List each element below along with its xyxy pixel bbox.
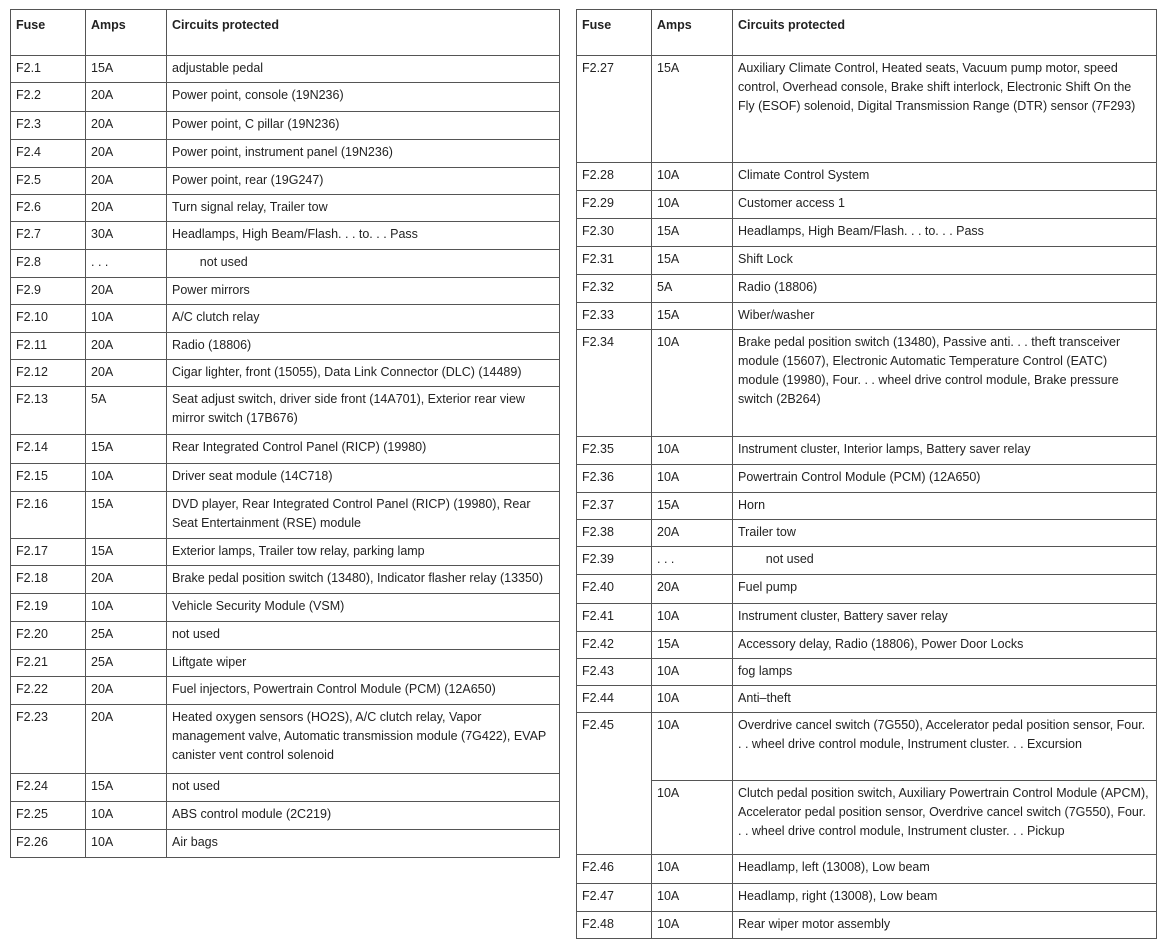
fuse-cell: F2.30	[577, 219, 652, 247]
table-row	[11, 594, 560, 622]
fuse-cell: F2.22	[11, 677, 86, 705]
header-circuits: Circuits protected	[733, 10, 1157, 56]
amps-cell: 5A	[86, 387, 167, 435]
table-row	[577, 437, 1157, 465]
circuit-cell: Powertrain Control Module (PCM) (12A650)	[733, 465, 1157, 493]
table-row	[11, 566, 560, 594]
circuit-cell: Seat adjust switch, driver side front (14A701), Exterior rear view mirror switch (17B676)	[167, 387, 560, 435]
table-row	[577, 493, 1157, 520]
amps-cell: 30A	[86, 222, 167, 250]
fuse-cell: F2.44	[577, 686, 652, 713]
fuse-cell: F2.4	[11, 140, 86, 168]
fuse-cell: F2.19	[11, 594, 86, 622]
fuse-cell: F2.15	[11, 464, 86, 492]
amps-cell: 10A	[86, 594, 167, 622]
fuse-cell: F2.39	[577, 547, 652, 575]
circuit-cell: Headlamp, right (13008), Low beam	[733, 884, 1157, 912]
fuse-cell: F2.27	[577, 56, 652, 163]
circuit-cell: Brake pedal position switch (13480), Passive anti. . . theft transceiver module (15607), Electronic Automatic Temperature Control (EATC) module (19980), Four. . . wheel drive control module, Brake pressure switch (2B264)	[733, 330, 1157, 437]
amps-cell: 10A	[652, 884, 733, 912]
table-row	[11, 802, 560, 830]
table-row	[11, 250, 560, 278]
amps-cell: 10A	[652, 781, 733, 855]
circuit-cell: Power point, rear (19G247)	[167, 168, 560, 195]
circuit-cell: Air bags	[167, 830, 560, 858]
amps-cell: 10A	[652, 659, 733, 686]
fuse-cell: F2.7	[11, 222, 86, 250]
amps-cell: 10A	[86, 802, 167, 830]
circuit-cell: Accessory delay, Radio (18806), Power Door Locks	[733, 632, 1157, 659]
circuit-cell: Brake pedal position switch (13480), Indicator flasher relay (13350)	[167, 566, 560, 594]
circuit-cell: Fuel pump	[733, 575, 1157, 604]
circuit-cell: Radio (18806)	[167, 333, 560, 360]
amps-cell: 5A	[652, 275, 733, 303]
amps-cell: 10A	[652, 604, 733, 632]
fuse-cell: F2.43	[577, 659, 652, 686]
table-row	[11, 222, 560, 250]
table-row	[577, 912, 1157, 939]
circuit-cell: Headlamp, left (13008), Low beam	[733, 855, 1157, 884]
fuse-cell: F2.11	[11, 333, 86, 360]
table-row	[11, 333, 560, 360]
table-row	[11, 195, 560, 222]
fuse-cell: F2.28	[577, 163, 652, 191]
table-row	[11, 464, 560, 492]
table-row	[11, 83, 560, 112]
circuit-cell: not used	[733, 547, 1157, 575]
amps-cell: 10A	[652, 912, 733, 939]
fuse-cell: F2.25	[11, 802, 86, 830]
amps-cell: 15A	[86, 56, 167, 83]
amps-cell: 25A	[86, 622, 167, 650]
amps-cell: . . .	[86, 250, 167, 278]
amps-cell: 20A	[86, 168, 167, 195]
table-row	[11, 650, 560, 677]
table-row	[577, 330, 1157, 437]
table-row	[11, 140, 560, 168]
fuse-cell: F2.5	[11, 168, 86, 195]
fuse-cell: F2.13	[11, 387, 86, 435]
fuse-cell: F2.42	[577, 632, 652, 659]
circuit-cell: Clutch pedal position switch, Auxiliary Powertrain Control Module (APCM), Accelerator pedal position sensor, Overdrive cancel switch (7G550), Four. . . wheel drive control module, Instrument cluster. . . Pickup	[733, 781, 1157, 855]
table-row	[577, 855, 1157, 884]
fuse-cell: F2.32	[577, 275, 652, 303]
fuse-cell: F2.23	[11, 705, 86, 774]
amps-cell: 10A	[652, 713, 733, 781]
amps-cell: 20A	[86, 112, 167, 140]
circuit-cell: Rear Integrated Control Panel (RICP) (19980)	[167, 435, 560, 464]
header-circuits: Circuits protected	[167, 10, 560, 56]
header-fuse: Fuse	[11, 10, 86, 56]
fuse-cell: F2.18	[11, 566, 86, 594]
circuit-cell: Heated oxygen sensors (HO2S), A/C clutch relay, Vapor management valve, Automatic transmission module (7G422), EVAP canister vent control solenoid	[167, 705, 560, 774]
circuit-cell: Vehicle Security Module (VSM)	[167, 594, 560, 622]
circuit-cell: Instrument cluster, Battery saver relay	[733, 604, 1157, 632]
table-row	[11, 112, 560, 140]
table-row	[11, 278, 560, 305]
fuse-cell: F2.46	[577, 855, 652, 884]
fuse-cell: F2.38	[577, 520, 652, 547]
amps-cell: 10A	[652, 686, 733, 713]
circuit-cell: Power point, C pillar (19N236)	[167, 112, 560, 140]
table-row	[577, 465, 1157, 493]
fuse-cell: F2.1	[11, 56, 86, 83]
circuit-cell: not used	[167, 774, 560, 802]
amps-cell: 20A	[86, 677, 167, 705]
circuit-cell: ABS control module (2C219)	[167, 802, 560, 830]
table-row	[577, 547, 1157, 575]
fuse-cell: F2.40	[577, 575, 652, 604]
amps-cell: 20A	[86, 83, 167, 112]
table-row	[577, 632, 1157, 659]
table-header-row	[577, 10, 1157, 56]
fuse-cell: F2.3	[11, 112, 86, 140]
table-row	[577, 219, 1157, 247]
amps-cell: 10A	[652, 330, 733, 437]
amps-cell: 20A	[86, 360, 167, 387]
amps-cell: 10A	[652, 855, 733, 884]
circuit-cell: Rear wiper motor assembly	[733, 912, 1157, 939]
circuit-cell: Horn	[733, 493, 1157, 520]
circuit-cell: Exterior lamps, Trailer tow relay, parking lamp	[167, 539, 560, 566]
fuse-cell: F2.41	[577, 604, 652, 632]
amps-cell: 20A	[86, 705, 167, 774]
fuse-cell: F2.2	[11, 83, 86, 112]
table-row	[577, 575, 1157, 604]
circuit-cell: Fuel injectors, Powertrain Control Module (PCM) (12A650)	[167, 677, 560, 705]
fuse-table-right	[576, 9, 1157, 939]
amps-cell: 10A	[652, 465, 733, 493]
circuit-cell: Auxiliary Climate Control, Heated seats, Vacuum pump motor, speed control, Overhead console, Brake shift interlock, Electronic Shift On the Fly (ESOF) solenoid, Digital Transmission Range (DTR) sensor (7F293)	[733, 56, 1157, 163]
table-row	[11, 305, 560, 333]
fuse-cell: F2.17	[11, 539, 86, 566]
amps-cell: 15A	[652, 56, 733, 163]
fuse-table-left	[10, 9, 560, 858]
fuse-cell: F2.8	[11, 250, 86, 278]
amps-cell: 15A	[652, 247, 733, 275]
amps-cell: 20A	[86, 195, 167, 222]
fuse-cell: F2.29	[577, 191, 652, 219]
table-row	[11, 830, 560, 858]
circuit-cell: Wiber/washer	[733, 303, 1157, 330]
fuse-cell: F2.6	[11, 195, 86, 222]
amps-cell: 20A	[86, 278, 167, 305]
header-amps: Amps	[652, 10, 733, 56]
circuit-cell: adjustable pedal	[167, 56, 560, 83]
table-row	[11, 705, 560, 774]
circuit-cell: Driver seat module (14C718)	[167, 464, 560, 492]
fuse-cell: F2.10	[11, 305, 86, 333]
table-row	[577, 884, 1157, 912]
amps-cell: 15A	[652, 493, 733, 520]
table-row	[577, 520, 1157, 547]
table-row	[577, 247, 1157, 275]
table-row	[11, 677, 560, 705]
amps-cell: 15A	[652, 219, 733, 247]
table-row	[11, 492, 560, 539]
circuit-cell: not used	[167, 622, 560, 650]
circuit-cell: Cigar lighter, front (15055), Data Link Connector (DLC) (14489)	[167, 360, 560, 387]
fuse-cell: F2.24	[11, 774, 86, 802]
fuse-cell: F2.12	[11, 360, 86, 387]
header-fuse: Fuse	[577, 10, 652, 56]
header-amps: Amps	[86, 10, 167, 56]
table-row	[11, 360, 560, 387]
fuse-cell: F2.36	[577, 465, 652, 493]
fuse-cell: F2.14	[11, 435, 86, 464]
circuit-cell: DVD player, Rear Integrated Control Panel (RICP) (19980), Rear Seat Entertainment (RSE) module	[167, 492, 560, 539]
amps-cell: 15A	[86, 539, 167, 566]
amps-cell: 20A	[652, 575, 733, 604]
fuse-cell: F2.26	[11, 830, 86, 858]
fuse-cell: F2.31	[577, 247, 652, 275]
table-row	[577, 56, 1157, 163]
fuse-cell: F2.35	[577, 437, 652, 465]
table-row	[11, 435, 560, 464]
amps-cell: 20A	[652, 520, 733, 547]
amps-cell: 10A	[652, 163, 733, 191]
circuit-cell: Turn signal relay, Trailer tow	[167, 195, 560, 222]
fuse-cell: F2.21	[11, 650, 86, 677]
table-row	[577, 781, 1157, 855]
amps-cell: . . .	[652, 547, 733, 575]
circuit-cell: fog lamps	[733, 659, 1157, 686]
circuit-cell: Instrument cluster, Interior lamps, Battery saver relay	[733, 437, 1157, 465]
table-row	[11, 168, 560, 195]
table-row	[577, 659, 1157, 686]
circuit-cell: Customer access 1	[733, 191, 1157, 219]
amps-cell: 25A	[86, 650, 167, 677]
amps-cell: 10A	[652, 437, 733, 465]
amps-cell: 15A	[86, 774, 167, 802]
table-row	[11, 774, 560, 802]
amps-cell: 15A	[652, 632, 733, 659]
amps-cell: 10A	[86, 305, 167, 333]
circuit-cell: Shift Lock	[733, 247, 1157, 275]
fuse-cell: F2.9	[11, 278, 86, 305]
circuit-cell: Climate Control System	[733, 163, 1157, 191]
table-row	[577, 303, 1157, 330]
table-row	[11, 56, 560, 83]
table-row	[577, 191, 1157, 219]
circuit-cell: Headlamps, High Beam/Flash. . . to. . . Pass	[167, 222, 560, 250]
circuit-cell: Trailer tow	[733, 520, 1157, 547]
fuse-cell: F2.45	[577, 713, 652, 855]
circuit-cell: A/C clutch relay	[167, 305, 560, 333]
table-row	[577, 604, 1157, 632]
circuit-cell: Anti–theft	[733, 686, 1157, 713]
table-row	[11, 539, 560, 566]
table-row	[11, 622, 560, 650]
circuit-cell: Radio (18806)	[733, 275, 1157, 303]
amps-cell: 10A	[86, 464, 167, 492]
amps-cell: 20A	[86, 566, 167, 594]
circuit-cell: Headlamps, High Beam/Flash. . . to. . . Pass	[733, 219, 1157, 247]
table-header-row	[11, 10, 560, 56]
fuse-cell: F2.33	[577, 303, 652, 330]
fuse-cell: F2.48	[577, 912, 652, 939]
circuit-cell: not used	[167, 250, 560, 278]
amps-cell: 15A	[652, 303, 733, 330]
fuse-cell: F2.47	[577, 884, 652, 912]
circuit-cell: Liftgate wiper	[167, 650, 560, 677]
fuse-cell: F2.20	[11, 622, 86, 650]
circuit-cell: Power point, instrument panel (19N236)	[167, 140, 560, 168]
table-row	[577, 686, 1157, 713]
fuse-cell: F2.34	[577, 330, 652, 437]
table-row	[577, 713, 1157, 781]
fuse-cell: F2.37	[577, 493, 652, 520]
circuit-cell: Power point, console (19N236)	[167, 83, 560, 112]
table-row	[577, 275, 1157, 303]
table-row	[577, 163, 1157, 191]
table-row	[11, 387, 560, 435]
circuit-cell: Overdrive cancel switch (7G550), Accelerator pedal position sensor, Four. . . wheel drive control module, Instrument cluster. . . Excursion	[733, 713, 1157, 781]
amps-cell: 20A	[86, 333, 167, 360]
amps-cell: 10A	[652, 191, 733, 219]
amps-cell: 20A	[86, 140, 167, 168]
circuit-cell: Power mirrors	[167, 278, 560, 305]
amps-cell: 15A	[86, 492, 167, 539]
amps-cell: 10A	[86, 830, 167, 858]
amps-cell: 15A	[86, 435, 167, 464]
fuse-cell: F2.16	[11, 492, 86, 539]
